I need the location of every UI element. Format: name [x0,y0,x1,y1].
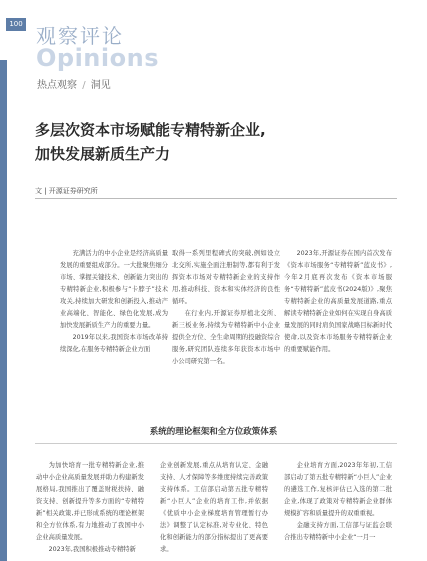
paragraph: 企业培育方面,2023年年初,工信部启动了第五批专精特新“小巨人”企业的遴选工作,复核评估已入选的第二批企业,体现了政策对专精特新企业群体规模扩容和质量提升的双重重视。 [284,462,392,517]
paragraph: 2023年,开源证券在国内首次发布《资本市场服务“专精特新”蓝皮书》,今年2月底再次发布《资本市场服务“专精特新”蓝皮书(2024版)》,聚焦专精特新企业的高质量发展道路,重点解读专精特新企业如何在实现自身高质量发展的同时肩负国家战略目标新时代使命,以及资本市场服务专精特新企业的重要赋能作用。 [284,250,392,353]
column-title: 观察评论 [36,24,124,48]
column-subtitle-separator: / [82,80,86,91]
column-title-en: Opinions [36,44,159,72]
body-top-column-1 [60,248,168,356]
section-heading: 系统的理论框架和全方位政策体系 [149,427,278,437]
side-accent-bar [0,60,7,561]
divider [35,198,397,199]
article-headline [35,118,395,166]
headline-line-1: 多层次资本市场赋能专精特新企业, [35,121,266,139]
body-top-column-2 [172,248,280,368]
column-subtitle [37,76,111,91]
body-bottom-column-3 [284,460,392,544]
paragraph: 2023年,我国积极推动专精特新 [48,546,136,553]
paragraph: 在行业内,开源证券厚植北交所、新三板业务,持续为专精特新中小企业提供全方位、全生命周期的投融资综合服务,研究团队连续多年获资本市场中小公司研究第一名。 [172,310,280,365]
headline-line-2: 加快发展新质生产力 [35,145,171,163]
page-number: 100 [6,18,26,31]
paragraph: 金融支持方面,工信部与证监会联合推出专精特新中小企业“一月一 [284,522,392,541]
paragraph: 充满活力的中小企业是经济高质量发展的重要组成部分。一大批聚焦细分市场、掌握关键技术、创新能力突出的专精特新企业,积极参与“卡脖子”技术攻关,持续加大研发和创新投入,推动产业高端化、智能化、绿色化发展,成为加快发展新质生产力的重要力量。 [60,250,168,329]
paragraph: 为加快培育一批专精特新企业,推动中小企业高质量发展并助力构建新发展格局,我国推出了覆盖财税扶持、融资支持、创新提升等多方面的“专精特新”相关政策,并已形成系统的理论框架和全方位体系,有力地推动了我国中小企业高质量发展。 [36,462,144,541]
article-author: 文 | 开源证券研究所 [35,187,98,195]
body-bottom-column-1 [36,460,144,556]
column-subtitle-right: 洞见 [90,80,111,91]
paragraph: 2019年以来,我国资本市场改革持续深化,在服务专精特新企业方面 [60,334,168,353]
divider [35,443,397,444]
paragraph: 取得一系列里程碑式的突破,例如设立北交所,实施全面注册制等,都有利于发挥资本市场对专精特新企业的支持作用,推动科技、资本和实体经济的良性循环。 [172,250,280,305]
column-subtitle-left: 热点观察 [37,80,77,91]
body-bottom-column-2 [160,460,268,556]
paragraph: 企业创新发展,重点从培育认定、金融支持、人才保障等多维度持续完善政策支持体系。工信部启动第五批专精特新“小巨人”企业的培育工作,并依据《优质中小企业梯度培育管理暂行办法》调整了认定标准,对专业化、特色化和创新能力的部分指标提出了更高要求。 [160,462,268,553]
body-top-column-3 [284,248,392,356]
